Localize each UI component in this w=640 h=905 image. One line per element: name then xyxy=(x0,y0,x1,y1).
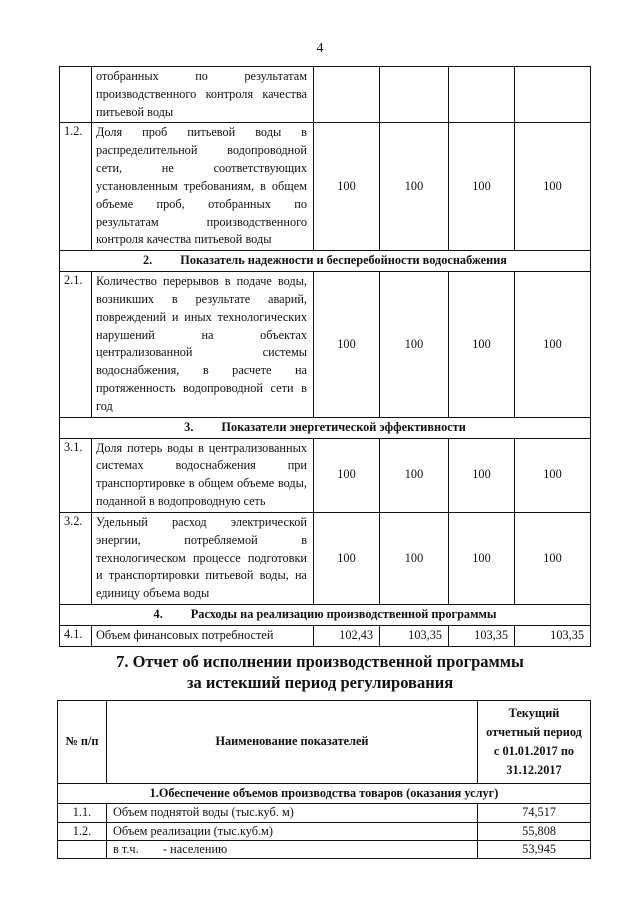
row-description: Количество перерывов в подаче воды, возникших в результате аварий, повреждений и иных технологических нарушений на объектах централизованной системы водоснабжения, в расчете на протяженность водопроводной сети в год xyxy=(92,272,314,418)
report-section-title: 1.Обеспечение объемов производства товаров (оказания услуг) xyxy=(58,784,591,804)
row-num: 4.1. xyxy=(60,625,92,646)
row-description: Объем финансовых потребностей xyxy=(92,625,314,646)
row-num: 1.1. xyxy=(58,804,107,822)
row-value: 100 xyxy=(314,123,380,251)
row-value: 102,43 xyxy=(314,625,380,646)
section-row xyxy=(60,251,591,272)
section-row xyxy=(60,605,591,626)
row-value xyxy=(515,67,591,123)
row-value: 103,35 xyxy=(515,625,591,646)
row-value: 100 xyxy=(449,272,515,418)
row-value: 74,517 xyxy=(478,804,591,822)
section-title xyxy=(60,605,591,626)
section-number: 4. xyxy=(153,607,163,622)
row-value: 100 xyxy=(314,438,380,512)
header-period-line: отчетный период xyxy=(486,725,582,740)
section-label: Показатели энергетической эффективности xyxy=(221,419,466,434)
row-num: 1.2. xyxy=(58,822,107,840)
report-table xyxy=(57,700,591,859)
row-value: 55,808 xyxy=(478,822,591,840)
section-number: 2. xyxy=(143,253,153,268)
row-description: Доля потерь воды в централизованных системах водоснабжения при транспортировке в общем объеме воды, поданной в водопроводную сеть xyxy=(92,438,314,512)
row-value: 100 xyxy=(314,272,380,418)
row-value: 103,35 xyxy=(380,625,449,646)
row-num: 3.2. xyxy=(60,512,92,604)
row-value: 100 xyxy=(449,438,515,512)
header-period-line: 31.12.2017 xyxy=(506,763,562,778)
header-period xyxy=(478,701,591,784)
row-description: Удельный расход электрической энергии, потребляемой в технологическом процессе подготовки и транспортировки питьевой воды, на единицу объема воды xyxy=(92,512,314,604)
row-num: 1.2. xyxy=(60,123,92,251)
section-label: Расходы на реализацию производственной программы xyxy=(190,607,497,622)
row-value: 100 xyxy=(380,438,449,512)
table-row xyxy=(60,438,591,512)
row-value xyxy=(380,67,449,123)
section-label: Показатель надежности и бесперебойности водоснабжения xyxy=(180,253,507,268)
table-row xyxy=(60,123,591,251)
row-num xyxy=(58,840,107,858)
table-row xyxy=(60,512,591,604)
header-num: № п/п xyxy=(58,701,107,784)
report-heading-line-1: 7. Отчет об исполнении производственной программы xyxy=(116,652,524,671)
table-row xyxy=(60,272,591,418)
row-value: 100 xyxy=(449,123,515,251)
header-period-line: Текущий xyxy=(508,706,560,720)
row-value: 100 xyxy=(380,123,449,251)
table-row xyxy=(58,840,591,858)
row-num: 3.1. xyxy=(60,438,92,512)
header-period-line: с 01.01.2017 по xyxy=(493,744,575,759)
row-value: 100 xyxy=(449,512,515,604)
production-indicators-table xyxy=(59,66,591,647)
row-description: отобранных по результатам производственного контроля качества питьевой воды xyxy=(92,67,314,123)
row-value: 103,35 xyxy=(449,625,515,646)
report-table-header xyxy=(58,701,591,784)
row-value: 100 xyxy=(515,512,591,604)
row-value: 100 xyxy=(515,272,591,418)
row-value: 100 xyxy=(314,512,380,604)
row-value: 100 xyxy=(515,123,591,251)
row-num xyxy=(60,67,92,123)
section-number: 3. xyxy=(184,419,194,434)
row-value xyxy=(449,67,515,123)
row-value: 53,945 xyxy=(478,840,591,858)
section-title xyxy=(60,251,591,272)
row-value: 100 xyxy=(380,512,449,604)
row-name xyxy=(107,840,478,858)
table-row xyxy=(60,625,591,646)
row-name: Объем поднятой воды (тыс.куб. м) xyxy=(107,804,478,822)
row-value: 100 xyxy=(380,272,449,418)
table-row xyxy=(58,804,591,822)
section-row xyxy=(60,417,591,438)
report-section-row xyxy=(58,784,591,804)
row-value xyxy=(314,67,380,123)
table-row xyxy=(60,67,591,123)
section-title xyxy=(60,417,591,438)
row-name-text: - населению xyxy=(163,841,228,856)
header-name: Наименование показателей xyxy=(107,701,478,784)
row-name: Объем реализации (тыс.куб.м) xyxy=(107,822,478,840)
report-heading-line-2: за истекший период регулирования xyxy=(186,673,454,692)
row-num: 2.1. xyxy=(60,272,92,418)
page-number: 4 xyxy=(316,41,324,56)
table-row xyxy=(58,822,591,840)
row-name-prefix: в т.ч. xyxy=(113,841,139,856)
row-description: Доля проб питьевой воды в распределительной водопроводной сети, не соответствующих установленным требованиям, в общем объеме проб, отобранных по результатам производственного контроля качества питьевой воды xyxy=(92,123,314,251)
row-value: 100 xyxy=(515,438,591,512)
